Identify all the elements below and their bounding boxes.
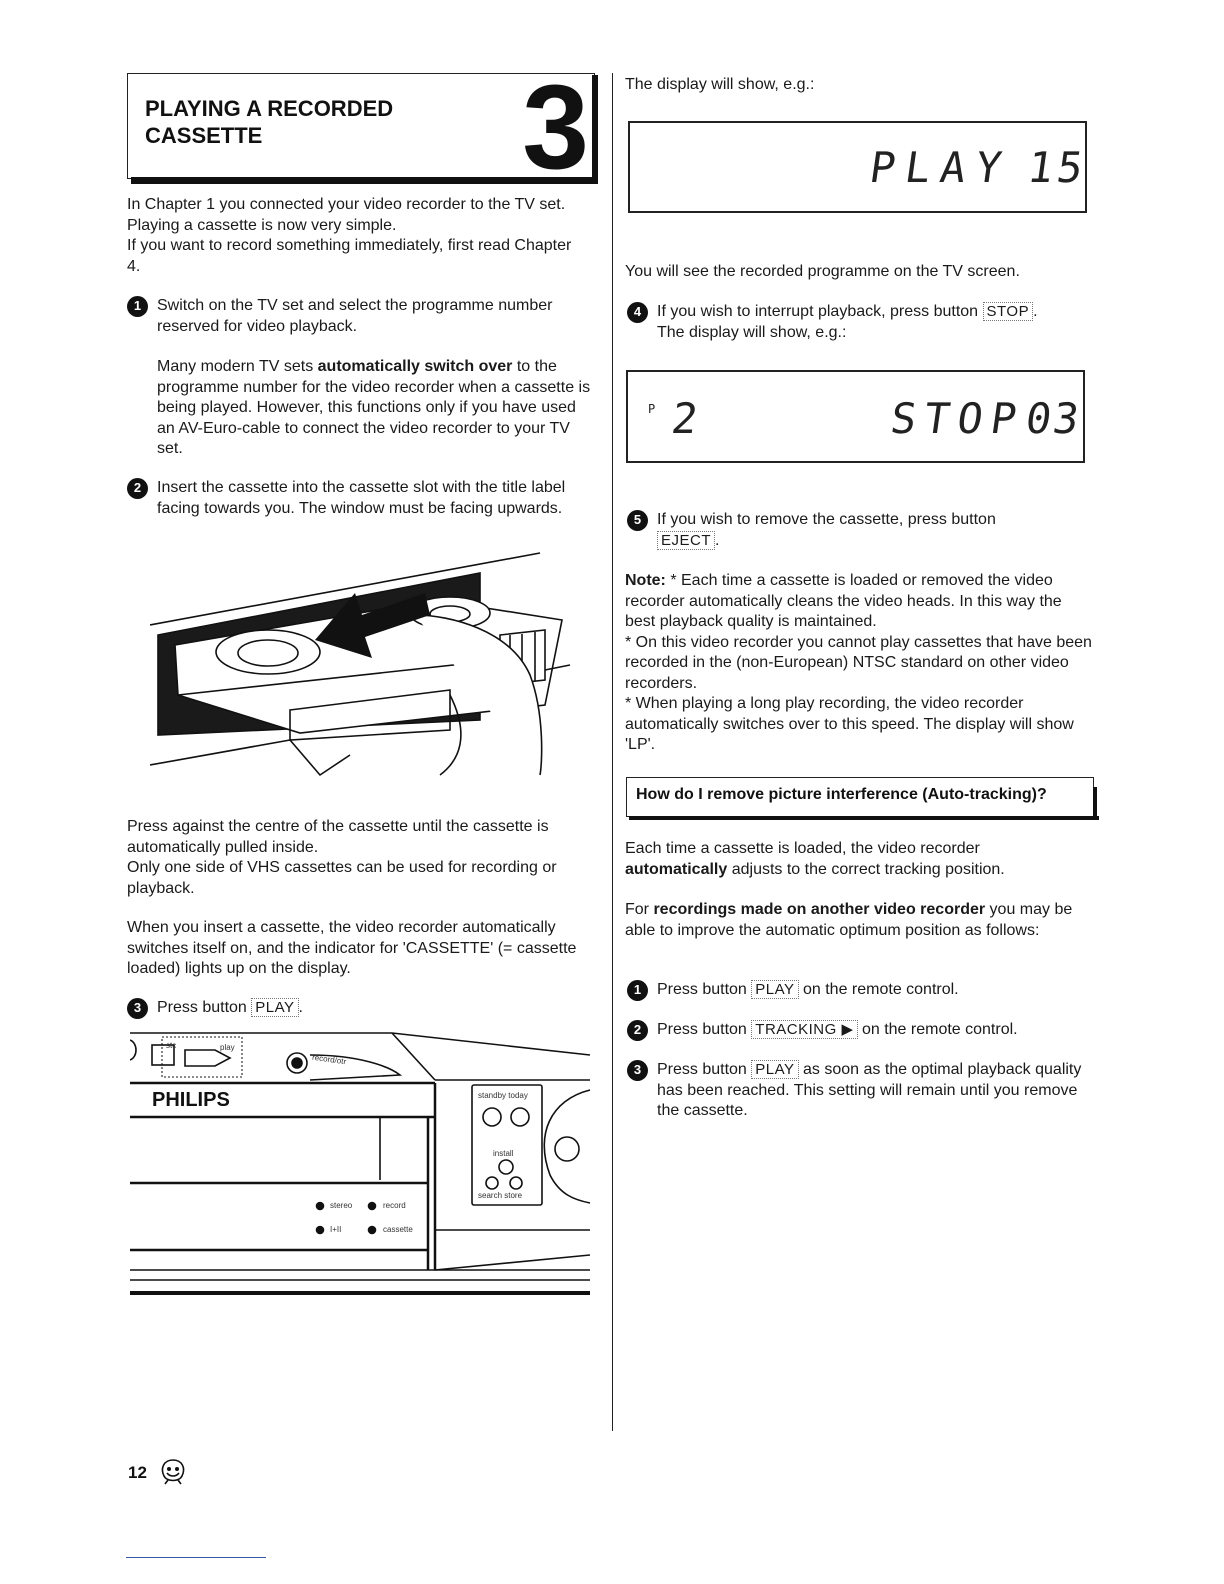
indicator-cassette: cassette [383, 1225, 413, 1234]
page-number: 12 [128, 1463, 147, 1482]
intro-p2: If you want to record something immediately, first read Chapter 4. [127, 237, 572, 275]
display-number: 15 [1024, 143, 1091, 192]
recorder-stop-label: stc [166, 1041, 177, 1050]
indicator-record: record [383, 1201, 406, 1210]
display-mode: STOP [887, 394, 1028, 443]
step-number: 3 [127, 998, 148, 1019]
auto-tracking-text: Each time a cassette is loaded, the video recorder automatically adjusts to the correct tracking position. [625, 840, 1005, 878]
intro-p1: In Chapter 1 you connected your video recorder to the TV set. Playing a cassette is now very simple. [127, 196, 566, 234]
step-number: 2 [127, 478, 148, 499]
section-heading: How do I remove picture interference (Auto-tracking)? [636, 786, 1047, 803]
step-text: Insert the cassette into the cassette slot with the title label facing towards you. The window must be facing upwards. [157, 479, 566, 517]
chapter-number: 3 [522, 60, 589, 194]
chapter-title: PLAYING A RECORDED CASSETTE [145, 96, 394, 148]
step-1-left [127, 296, 597, 337]
step-number: 5 [627, 510, 648, 531]
step-number: 1 [627, 980, 648, 1001]
indicator-stereo: stereo [330, 1201, 353, 1210]
recorder-standby-label: standby today [478, 1091, 528, 1100]
display-p-label: P [648, 402, 656, 416]
step-5: 5 If you wish to remove the cassette, press button EJECT . [627, 510, 1097, 551]
recorder-play-label: play [220, 1043, 235, 1052]
display-panel-stop [626, 370, 1085, 463]
cassette-insert-illustration [150, 545, 580, 780]
intro [127, 195, 587, 277]
step-number: 4 [627, 302, 648, 323]
display-intro: The display will show, e.g.: [625, 76, 815, 93]
section-heading-box [626, 777, 1096, 821]
recorded-note: You will see the recorded programme on the TV screen. [625, 263, 1020, 280]
eject-key[interactable]: EJECT [657, 531, 715, 550]
display-panel-play [628, 121, 1091, 213]
step-2-left [127, 478, 587, 519]
recorder-search-store-label: search store [478, 1191, 523, 1200]
display-mode: PLAY [866, 143, 1015, 192]
play-key[interactable]: PLAY [751, 980, 798, 999]
other-recorder-text: For recordings made on another video recorder you may be able to improve the automatic optimum position as follows: [625, 901, 1073, 939]
indicator-pause: I+II [330, 1225, 342, 1234]
chapter-header-shadow-right [592, 75, 598, 184]
press-centre: Press against the centre of the cassette until the cassette is automatically pulled inside. Only one side of VHS cassettes can be used for recording or playback. [127, 818, 557, 897]
tracking-step-3: 3 Press button PLAY as soon as the optimal playback quality has been reached. This setting will remain until you remove the cassette. [627, 1060, 1102, 1122]
step-number: 1 [127, 296, 148, 317]
step-number: 2 [627, 1020, 648, 1041]
recorder-install-label: install [493, 1149, 514, 1158]
tracking-key[interactable]: TRACKING ▶ [751, 1020, 857, 1039]
display-number: 03 [1022, 394, 1085, 443]
step-3-left: 3 Press button PLAY . [127, 998, 587, 1019]
stop-key[interactable]: STOP [983, 302, 1034, 321]
display-programme: 2 [668, 394, 701, 443]
step-4: 4 If you wish to interrupt playback, press button STOP . The display will show, e.g.: [627, 302, 1107, 343]
auto-switch-note: Many modern TV sets automatically switch over to the programme number for the video recorder when a cassette is being played. However, this functions only if you have used an AV-Euro-cable to connect the video recorder to your TV set. [157, 358, 591, 457]
tracking-step-1: 1 Press button PLAY on the remote control. [627, 980, 1102, 1001]
play-key[interactable]: PLAY [251, 998, 298, 1017]
recorder-brand: PHILIPS [152, 1089, 230, 1111]
tracking-step-2: 2 Press button TRACKING ▶ on the remote control. [627, 1020, 1107, 1041]
recorder-record-label: record/otr [311, 1052, 347, 1067]
footer-rule [126, 1557, 266, 1558]
smiley-icon [158, 1456, 188, 1486]
column-divider [612, 73, 613, 1431]
note-block: Note: * Each time a cassette is loaded or removed the video recorder automatically cleans the video heads. In this way the best playback quality is maintained. * On this video recorder you cannot play cassettes that have been recorded in the (non-European) NTSC standard on other video recorders. * When playing a long play recording, the video recorder automatically switches over to this speed. The display will show 'LP'. [625, 572, 1092, 753]
chapter-header [127, 60, 597, 194]
step-number: 3 [627, 1060, 648, 1081]
step-text: Switch on the TV set and select the programme number reserved for video playback. [157, 297, 553, 335]
insert-note: When you insert a cassette, the video recorder automatically switches itself on, and the indicator for 'CASSETTE' (= cassette loaded) lights up on the display. [127, 919, 577, 977]
note-label: Note: [625, 572, 666, 589]
play-key[interactable]: PLAY [751, 1060, 798, 1079]
recorder-illustration [130, 1025, 595, 1305]
